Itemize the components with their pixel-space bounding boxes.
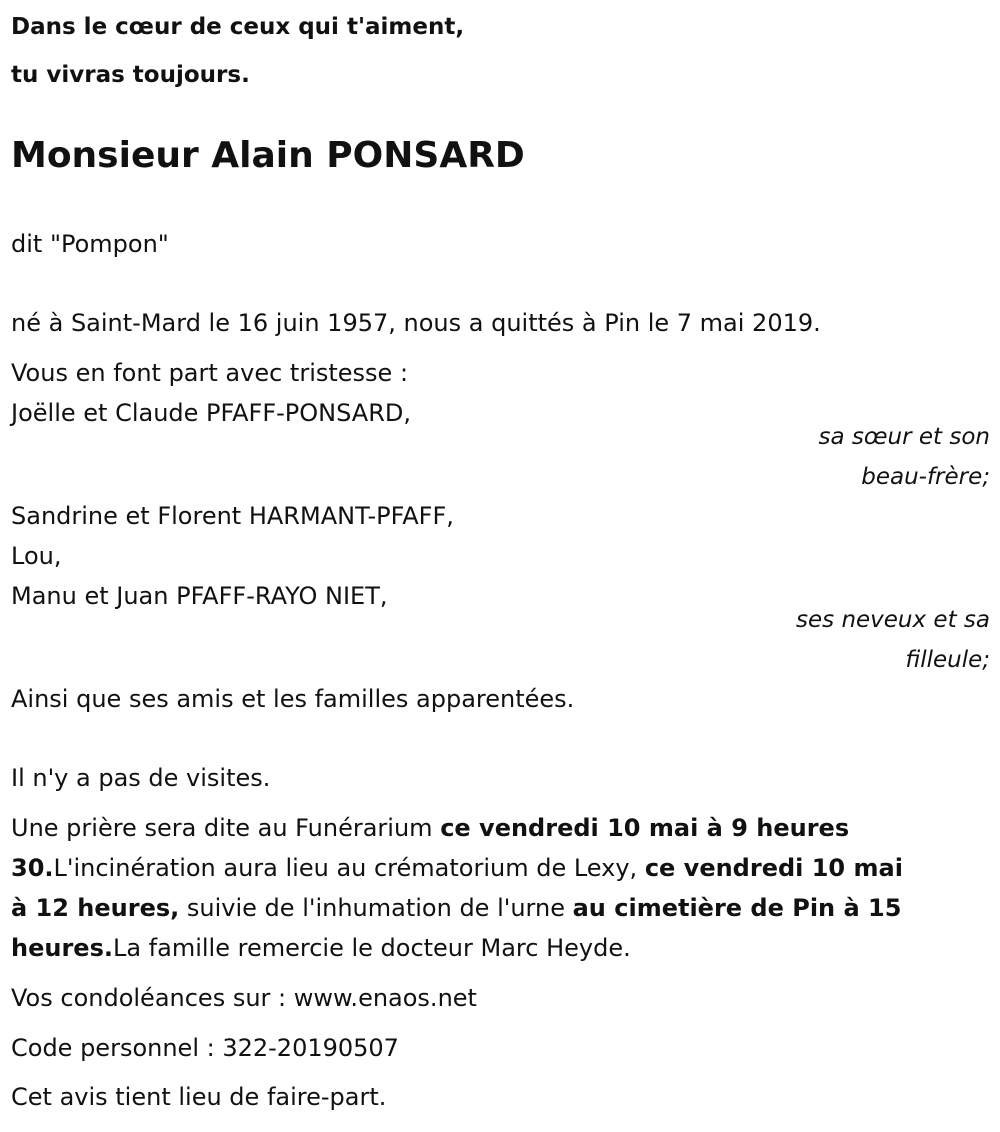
family-member: Lou, [11,542,62,570]
birth-death-info: né à Saint-Mard le 16 juin 1957, nous a quittés à Pin le 7 mai 2019. [11,309,821,337]
family-member: Sandrine et Florent HARMANT-PFAFF, [11,502,454,530]
ceremony-line-1 [11,813,849,843]
nickname: dit "Pompon" [11,230,169,258]
epitaph-line-1: Dans le cœur de ceux qui t'aiment, [11,14,465,40]
burial-prefix: suivie de l'inhumation de l'urne [179,894,573,922]
prayer-time: ce vendredi 10 mai à 9 heures [440,814,850,842]
ceremony-line-4 [11,933,631,963]
relation-line: beau-frère; [861,464,990,490]
relation-line: sa sœur et son [818,424,990,450]
family-member: Joëlle et Claude PFAFF-PONSARD, [11,399,411,427]
prayer-prefix: Une prière sera dite au Funérarium [11,814,441,842]
others-line: Ainsi que ses amis et les familles apparentées. [11,685,575,713]
prayer-time-end: 30. [11,854,54,882]
condolences-line: Vos condoléances sur : www.enaos.net [11,984,477,1012]
notice-line: Cet avis tient lieu de faire-part. [11,1083,387,1111]
epitaph-line-2: tu vivras toujours. [11,62,250,88]
ceremony-line-3 [11,893,901,923]
incineration-time: ce vendredi 10 mai [644,854,903,882]
relation-line: ses neveux et sa [796,607,990,633]
personal-code: Code personnel : 322-20190507 [11,1034,399,1062]
ceremony-line-2 [11,853,903,883]
incineration-prefix: L'incinération aura lieu au crématorium de Lexy, [53,854,645,882]
relation-line: filleule; [905,647,990,673]
incineration-time-end: à 12 heures, [11,894,180,922]
announcement-intro: Vous en font part avec tristesse : [11,359,409,387]
burial-place: au cimetière de Pin à 15 [572,894,902,922]
thanks: La famille remercie le docteur Marc Heyde. [112,934,631,962]
deceased-name: Monsieur Alain PONSARD [11,135,525,176]
family-member: Manu et Juan PFAFF-RAYO NIET, [11,582,388,610]
no-visits: Il n'y a pas de visites. [11,764,271,792]
burial-place-end: heures. [11,934,113,962]
